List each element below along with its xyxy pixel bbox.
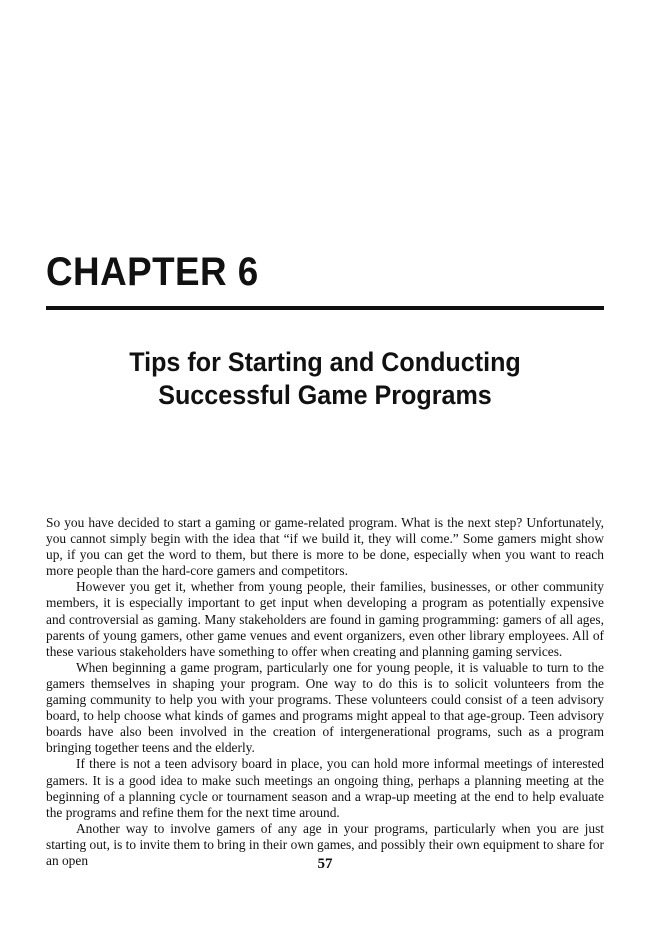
paragraph-3: When beginning a game program, particularly one for young people, it is valuable to turn to the gamers themselves in shaping your program. One way to do this is to solicit volunteers from the gaming community to help you with your programs. These volunteers could consist of a teen advisory board, to help choose what kinds of games and programs might appeal to that age-group. Teen advisory boards have also been involved in the creation of intergenerational programs, such as a program bringing together teens and the elderly. <box>46 659 604 756</box>
chapter-rule <box>46 306 604 310</box>
paragraph-1: So you have decided to start a gaming or game-related program. What is the next step? Unfortunately, you cannot simply begin with the idea that “if we build it, they will come.” Some gamers might show up, if you can get the word to them, but there is more to be done, especially when you want to reach more people than the hard-core gamers and competitors. <box>46 515 604 579</box>
chapter-title <box>46 346 604 412</box>
chapter-title-line-1: Tips for Starting and Conducting <box>129 347 521 377</box>
chapter-title-line-2: Successful Game Programs <box>158 380 492 410</box>
page-number: 57 <box>317 856 333 872</box>
paragraph-4: If there is not a teen advisory board in place, you can hold more informal meetings of interested gamers. It is a good idea to make such meetings an ongoing thing, perhaps a planning meeting at the beginning of a planning cycle or tournament season and a wrap-up meeting at the end to help evaluate the programs and refine them for the next time around. <box>46 756 604 820</box>
paragraph-5: Another way to involve gamers of any age in your programs, particularly when you are just starting out, is to invite them to bring in their own games, and possibly their own equipment to share for an open <box>46 820 604 868</box>
paragraph-2: However you get it, whether from young people, their families, businesses, or other community members, it is especially important to get input when developing a program as potentially expensive and controversial as gaming. Many stakeholders are found in gaming programming: gamers of all ages, parents of young gamers, other game venues and event organizers, even other library employees. All of these various stakeholders have something to offer when creating and planning gaming services. <box>46 579 604 659</box>
chapter-label: CHAPTER 6 <box>46 250 259 294</box>
body-text <box>46 515 604 869</box>
